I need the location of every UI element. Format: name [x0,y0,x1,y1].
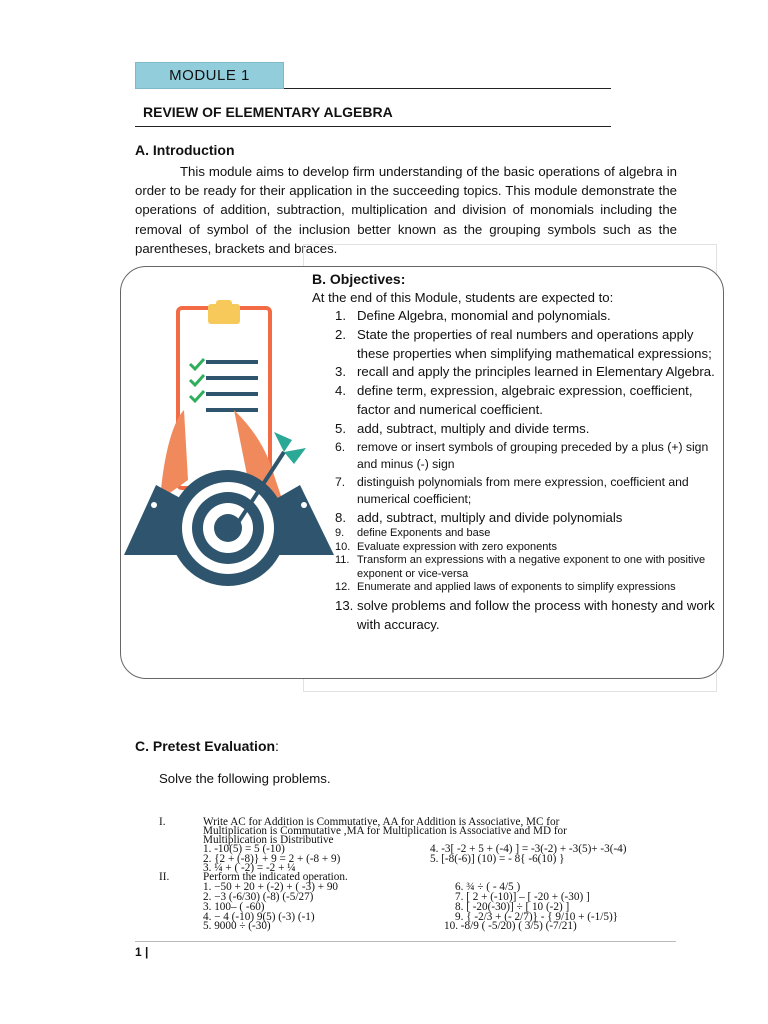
header-rule-bottom [135,126,611,127]
introduction-heading: A. Introduction [135,142,235,158]
part1-instruction-line: Write AC for Addition is Commutative, AA for Addition is Associative, MC for [203,816,560,828]
arrow-fletching-icon [284,448,306,464]
part1-instruction-line: Multiplication is Distributive [203,834,334,846]
objectives-list [330,307,715,635]
list-item: 6. remove or insert symbols of grouping preceded by a plus (+) sign and minus (-) sign [335,439,709,472]
part2-item: 2. −3 (-6/30) (-8) (-5/27) [203,891,314,903]
part2-roman: II. [159,871,170,883]
list-item: 2. State the properties of real numbers and operations apply these properties when simplifying mathematical expressions; [335,326,712,361]
list-item: 9. define Exponents and base [335,527,491,540]
list-item: 3. recall and apply the principles learned in Elementary Algebra. [335,364,715,380]
button-dot [301,502,307,508]
part2-item: 9. { -2/3 + (- 2/7)} - { 9/10 + (-1/5)} [455,911,619,923]
footer-rule [135,941,676,942]
checklist-line [206,360,258,364]
checklist-line [206,408,258,412]
part1-item: 5. [-8(-6)] (10) = - 8{ -6(10) } [430,853,565,865]
page-number: 1 | [135,945,149,959]
part2-item: 1. −50 + 20 + (-2) + ( -3) + 90 [203,881,339,893]
pretest-instruction: Solve the following problems. [159,771,331,786]
introduction-body: This module aims to develop firm understanding of the basic operations of algebra in order to be ready for their application in the succeeding topics. This module demonstrate the operations of addition, subtraction, multiplication and division of monomials including the removal of symbol of the inclusion better known as the grouping symbols such as the parentheses, brackets and braces. [135,164,677,256]
list-item: 7. distinguish polynomials from mere expression, coefficient and numerical coefficient; [335,474,689,507]
list-item: 10. Evaluate expression with zero exponents [335,540,557,553]
part2-item: 5. 9000 ÷ (-30) [203,920,271,932]
list-item: 8. add, subtract, multiply and divide polynomials [335,509,623,525]
part1-item: 1. -10(5) = 5 (-10) [203,843,285,855]
objectives-heading: B. Objectives: [312,271,406,287]
part2-item: 6. ¾ ÷ ( - 4/5 ) [455,881,521,893]
part1-item: 4. -3[ -2 + 5 + (-4) ] = -3(-2) + -3(5)+ -3(-4) [430,843,627,855]
button-dot [151,502,157,508]
part2-item: 7. [ 2 + (-10)] – [ -20 + (-30) ] [455,891,590,903]
list-item: 1. Define Algebra, monomial and polynomials. [335,308,611,323]
list-item: 12. Enumerate and applied laws of exponents to simplify expressions [335,581,676,593]
list-item: 4. define term, expression, algebraic expression, coefficient, factor and numerical coefficient. [335,383,693,417]
part2-item: 8. [ -20(-30)] ÷ [ 10 (-2) ] [455,901,570,913]
page-title: REVIEW OF ELEMENTARY ALGEBRA [143,104,393,120]
part1-item: 3. ¼ + ( -2) = -2 + ¼ [203,862,296,874]
header-rule-top [284,88,611,89]
part1-item: 2. {2 + (-8)} + 9 = 2 + (-8 + 9) [203,853,341,865]
list-item: 13. solve problems and follow the process with honesty and work with accuracy. [335,598,715,633]
arrow-fletching-icon [274,432,292,452]
list-item: 5. add, subtract, multiply and divide terms. [335,420,590,436]
part1-roman: I. [159,816,166,828]
target-icon [170,470,286,586]
objectives-lead: At the end of this Module, students are expected to: [312,290,614,305]
part2-item: 10. -8/9 ( -5/20) ( 3/5) (-7/21) [444,920,577,932]
pretest-heading: C. Pretest Evaluation: [135,738,279,754]
part1-instruction-line: Multiplication is Commutative ,MA for Multiplication is Associative and MD for [203,825,567,837]
checklist-line [206,376,258,380]
checklist-line [206,392,258,396]
part2-item: 3. 100– ( -60) [203,901,265,913]
part2-item: 4. − 4 (-10) 9(5) (-3) (-1) [203,911,315,923]
target-illustration [124,300,334,600]
module-label: MODULE 1 [135,62,284,89]
list-item: 11. Transform an expressions with a negative exponent to one with positive exponent or vice-versa [335,554,706,580]
clipboard-clip-top [216,300,232,307]
part2-instruction: Perform the indicated operation. [203,871,348,883]
